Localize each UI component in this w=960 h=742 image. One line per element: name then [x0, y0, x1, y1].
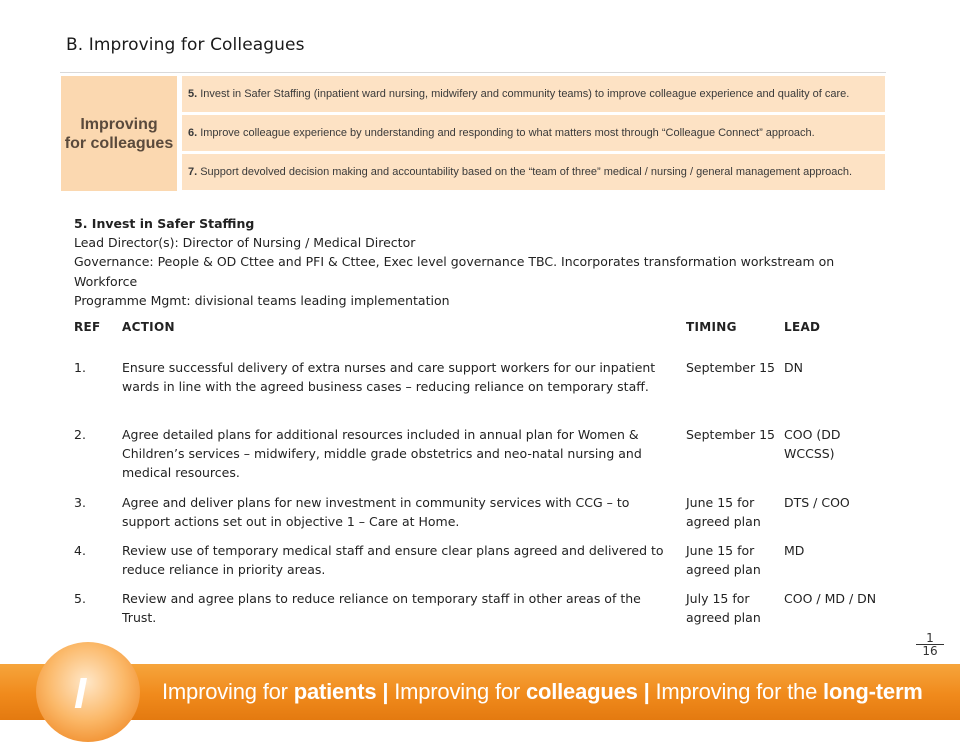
row-action: Review use of temporary medical staff and ensure clear plans agreed and delivered to reduce reliance in priority areas.: [122, 543, 664, 578]
row-ref: 2.: [74, 427, 86, 442]
row-lead: MD: [784, 543, 805, 558]
row-timing: September 15: [686, 360, 775, 375]
footer-tagline: [162, 679, 923, 705]
objective-number: 6.: [188, 127, 198, 139]
objective-text: Improve colleague experience by understanding and responding to what matters most through “Colleague Connect” approach.: [200, 127, 815, 139]
objective-item: [182, 154, 885, 190]
lead-directors: Lead Director(s): Director of Nursing / Medical Director: [74, 235, 416, 251]
programme-details: [74, 214, 874, 310]
objective-text: Invest in Safer Staffing (inpatient ward nursing, midwifery and community teams) to improve colleague experience and quality of care.: [200, 88, 850, 100]
objective-number: 5.: [188, 88, 198, 100]
row-action: Agree detailed plans for additional resources included in annual plan for Women & Children’s services – midwifery, middle grade obstetrics and neo-natal nursing and medical resources.: [122, 427, 642, 481]
objectives-panel: [60, 72, 886, 191]
header-lead: LEAD: [784, 320, 821, 334]
row-timing: June 15 for agreed plan: [686, 495, 761, 530]
programme-mgmt: Programme Mgmt: divisional teams leading implementation: [74, 292, 450, 308]
objective-item: [182, 76, 885, 112]
tagline-part3: Improving for the: [655, 679, 824, 704]
row-lead: COO (DD WCCSS): [784, 427, 841, 462]
row-ref: 4.: [74, 543, 86, 558]
programme-heading: 5. Invest in Safer Staffing: [74, 216, 255, 231]
header-ref: REF: [74, 320, 101, 334]
row-timing: September 15: [686, 427, 775, 442]
page-number: [916, 632, 944, 657]
row-action: Ensure successful delivery of extra nurses and care support workers for our inpatient wards in line with the agreed business cases – reducing reliance on temporary staff.: [122, 360, 656, 395]
objectives-label-line1: Improving: [80, 115, 158, 133]
governance: Governance: People & OD Cttee and PFI & Cttee, Exec level governance TBC. Incorporates transformation workstream on Workforce: [74, 254, 835, 289]
tagline-separator: |: [376, 679, 395, 704]
row-lead: DTS / COO: [784, 495, 850, 510]
row-timing: July 15 for agreed plan: [686, 591, 761, 626]
header-action: ACTION: [122, 320, 175, 334]
page-number-bottom: 16: [922, 644, 938, 658]
tagline-part1: Improving for: [162, 679, 294, 704]
row-ref: 5.: [74, 591, 86, 606]
logo-letter: I: [74, 669, 87, 718]
tagline-separator: |: [637, 679, 656, 704]
objective-item: [182, 115, 885, 151]
objectives-label-line2: for colleagues: [64, 134, 174, 152]
row-ref: 1.: [74, 360, 86, 375]
objective-number: 7.: [188, 166, 198, 178]
row-timing: June 15 for agreed plan: [686, 543, 761, 578]
page-title: B. Improving for Colleagues: [66, 35, 305, 55]
tagline-part2: Improving for: [394, 679, 526, 704]
objective-text: Support devolved decision making and accountability based on the “team of three” medical / nursing / general management approach.: [200, 166, 853, 178]
objectives-label: [61, 76, 177, 191]
row-ref: 3.: [74, 495, 86, 510]
row-lead: COO / MD / DN: [784, 591, 877, 606]
row-action: Review and agree plans to reduce reliance on temporary staff in other areas of the Trust.: [122, 591, 641, 626]
tagline-colleagues: colleagues: [525, 679, 638, 704]
tagline-patients: patients: [293, 679, 377, 704]
header-timing: TIMING: [686, 320, 737, 334]
row-action: Agree and deliver plans for new investment in community services with CCG – to support actions set out in objective 1 – Care at Home.: [122, 495, 630, 530]
row-lead: DN: [784, 360, 803, 375]
footer-banner: [0, 664, 960, 720]
tagline-long-term: long-term: [823, 679, 923, 704]
page-number-top: 1: [916, 632, 944, 645]
